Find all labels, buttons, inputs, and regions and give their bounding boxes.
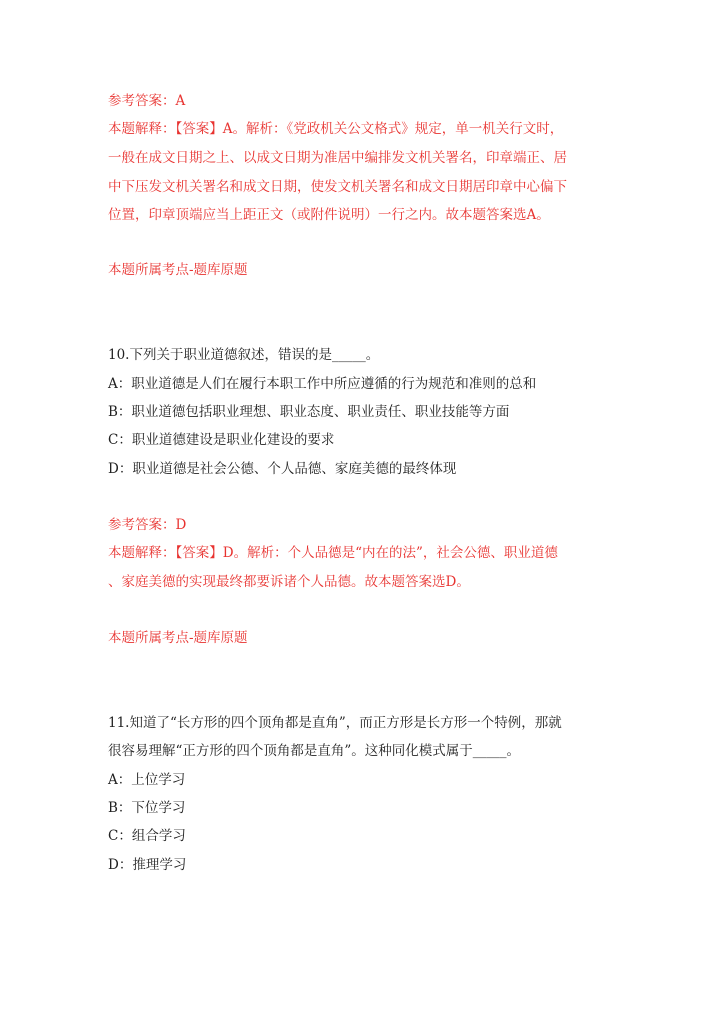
q11-option-c: C：组合学习 [108, 828, 186, 844]
q9-explanation-line: 本题解释：【答案】A。解析：《党政机关公文格式》规定，单一机关行文时， [108, 121, 564, 137]
q10-question: 10.下列关于职业道德叙述，错误的是_____。 [108, 347, 380, 363]
q9-source: 本题所属考点-题库原题 [108, 262, 248, 278]
q10-option-b: B：职业道德包括职业理想、职业态度、职业责任、职业技能等方面 [108, 404, 510, 420]
q11-question-line: 11.知道了“长方形的四个顶角都是直角”，而正方形是长方形一个特例，那就 [108, 715, 562, 731]
q10-option-a: A：职业道德是人们在履行本职工作中所应遵循的行为规范和准则的总和 [108, 376, 537, 392]
q9-explanation-line: 一般在成文日期之上、以成文日期为准居中编排发文机关署名，印章端正、居 [108, 150, 567, 166]
q10-source: 本题所属考点-题库原题 [108, 630, 248, 646]
q10-explanation-line: 、家庭美德的实现最终都要诉诸个人品德。故本题答案选D。 [108, 574, 470, 590]
q11-option-d: D：推理学习 [108, 857, 187, 873]
q10-option-d: D：职业道德是社会公德、个人品德、家庭美德的最终体现 [108, 461, 457, 477]
q9-answer: 参考答案：A [108, 93, 186, 109]
q10-explanation-line: 本题解释：【答案】D。解析：个人品德是“内在的法”，社会公德、职业道德 [108, 545, 558, 561]
q11-option-b: B：下位学习 [108, 800, 186, 816]
q10-answer: 参考答案：D [108, 517, 187, 533]
q11-question-line: 很容易理解“正方形的四个顶角都是直角”。这种同化模式属于_____。 [108, 743, 521, 759]
q11-option-a: A：上位学习 [108, 772, 186, 788]
q9-explanation-line: 位置，印章顶端应当上距正文（或附件说明）一行之内。故本题答案选A。 [108, 207, 550, 223]
q9-explanation-line: 中下压发文机关署名和成文日期，使发文机关署名和成文日期居印章中心偏下 [108, 179, 567, 195]
q10-option-c: C：职业道德建设是职业化建设的要求 [108, 432, 335, 448]
